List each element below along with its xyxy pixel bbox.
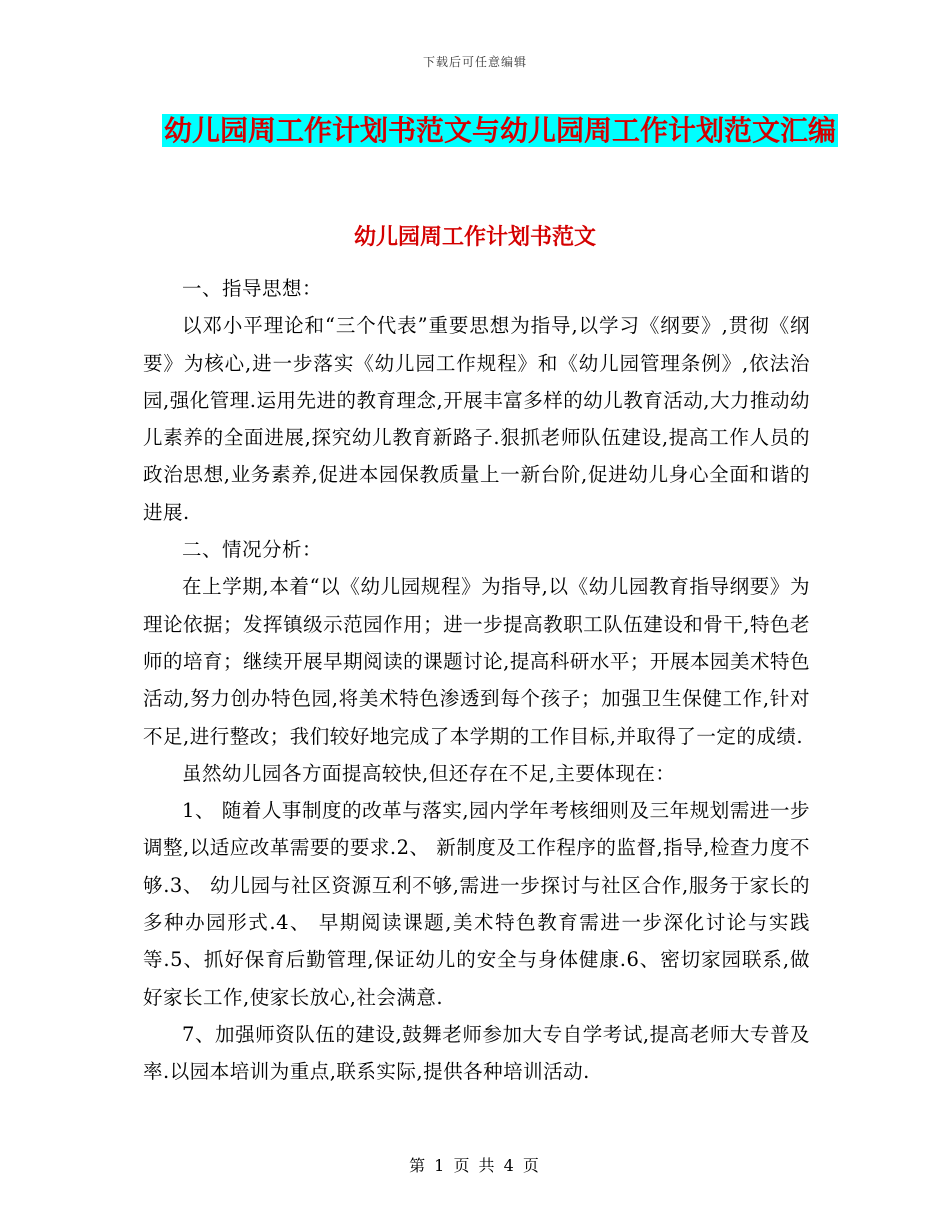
- paragraph-teacher-training: 7、加强师资队伍的建设,鼓舞老师参加大专自学考试,提高老师大专普及率.以园本培训为重点,联系实际,提供各种培训活动.: [143, 1022, 810, 1084]
- document-title: [140, 108, 860, 154]
- heading-guiding-ideology: 一、指导思想：: [182, 277, 323, 300]
- paragraph-shortcomings-intro: 虽然幼儿园各方面提高较快,但还存在不足,主要体现在：: [182, 761, 676, 785]
- section-title: 幼儿园周工作计划书范文: [353, 224, 596, 250]
- page-footer: 第 1 页 共 4 页: [409, 1156, 541, 1175]
- document-body: [143, 270, 810, 1091]
- paragraph-guiding-ideology: 以邓小平理论和“三个代表”重要思想为指导,以学习《纲要》,贯彻《纲要》为核心,进一步落实《幼儿园工作规程》和《幼儿园管理条例》,依法治园,强化管理.运用先进的教育理念,开展丰富多样的幼儿教育活动,大力推动幼儿素养的全面进展,探究幼儿教育新路子.狠抓老师队伍建设,提高工作人员的政治思想,业务素养,促进本园保教质量上一新台阶,促进幼儿身心全面和谐的进展.: [143, 314, 810, 524]
- heading-situation-analysis: 二、情况分析：: [182, 538, 323, 562]
- paragraph-shortcomings-list: 1、 随着人事制度的改革与落实,园内学年考核细则及三年规划需进一步调整,以适应改革需要的要求.2、 新制度及工作程序的监督,指导,检查力度不够.3、 幼儿园与社区资源互利不够,需进一步探讨与社区合作,服务于家长的多种办园形式.4、 早期阅读课题,美术特色教育需进一步深化讨论与实践等.5、抓好保育后勤管理,保证幼儿的安全与身体健康.6、密切家园联系,做好家长工作,使家长放心,社会满意.: [143, 799, 810, 1009]
- paragraph-situation-analysis: 在上学期,本着“以《幼儿园规程》为指导,以《幼儿园教育指导纲要》为理论依据；发挥镇级示范园作用；进一步提高教职工队伍建设和骨干,特色老师的培育；继续开展早期阅读的课题讨论,提高科研水平；开展本园美术特色活动,努力创办特色园,将美术特色渗透到每个孩子；加强卫生保健工作,针对不足,进行整改；我们较好地完成了本学期的工作目标,并取得了一定的成绩.: [143, 575, 810, 748]
- document-title-text: 幼儿园周工作计划书范文与幼儿园周工作计划范文汇编: [163, 114, 836, 147]
- header-note: 下载后可任意编辑: [422, 55, 527, 69]
